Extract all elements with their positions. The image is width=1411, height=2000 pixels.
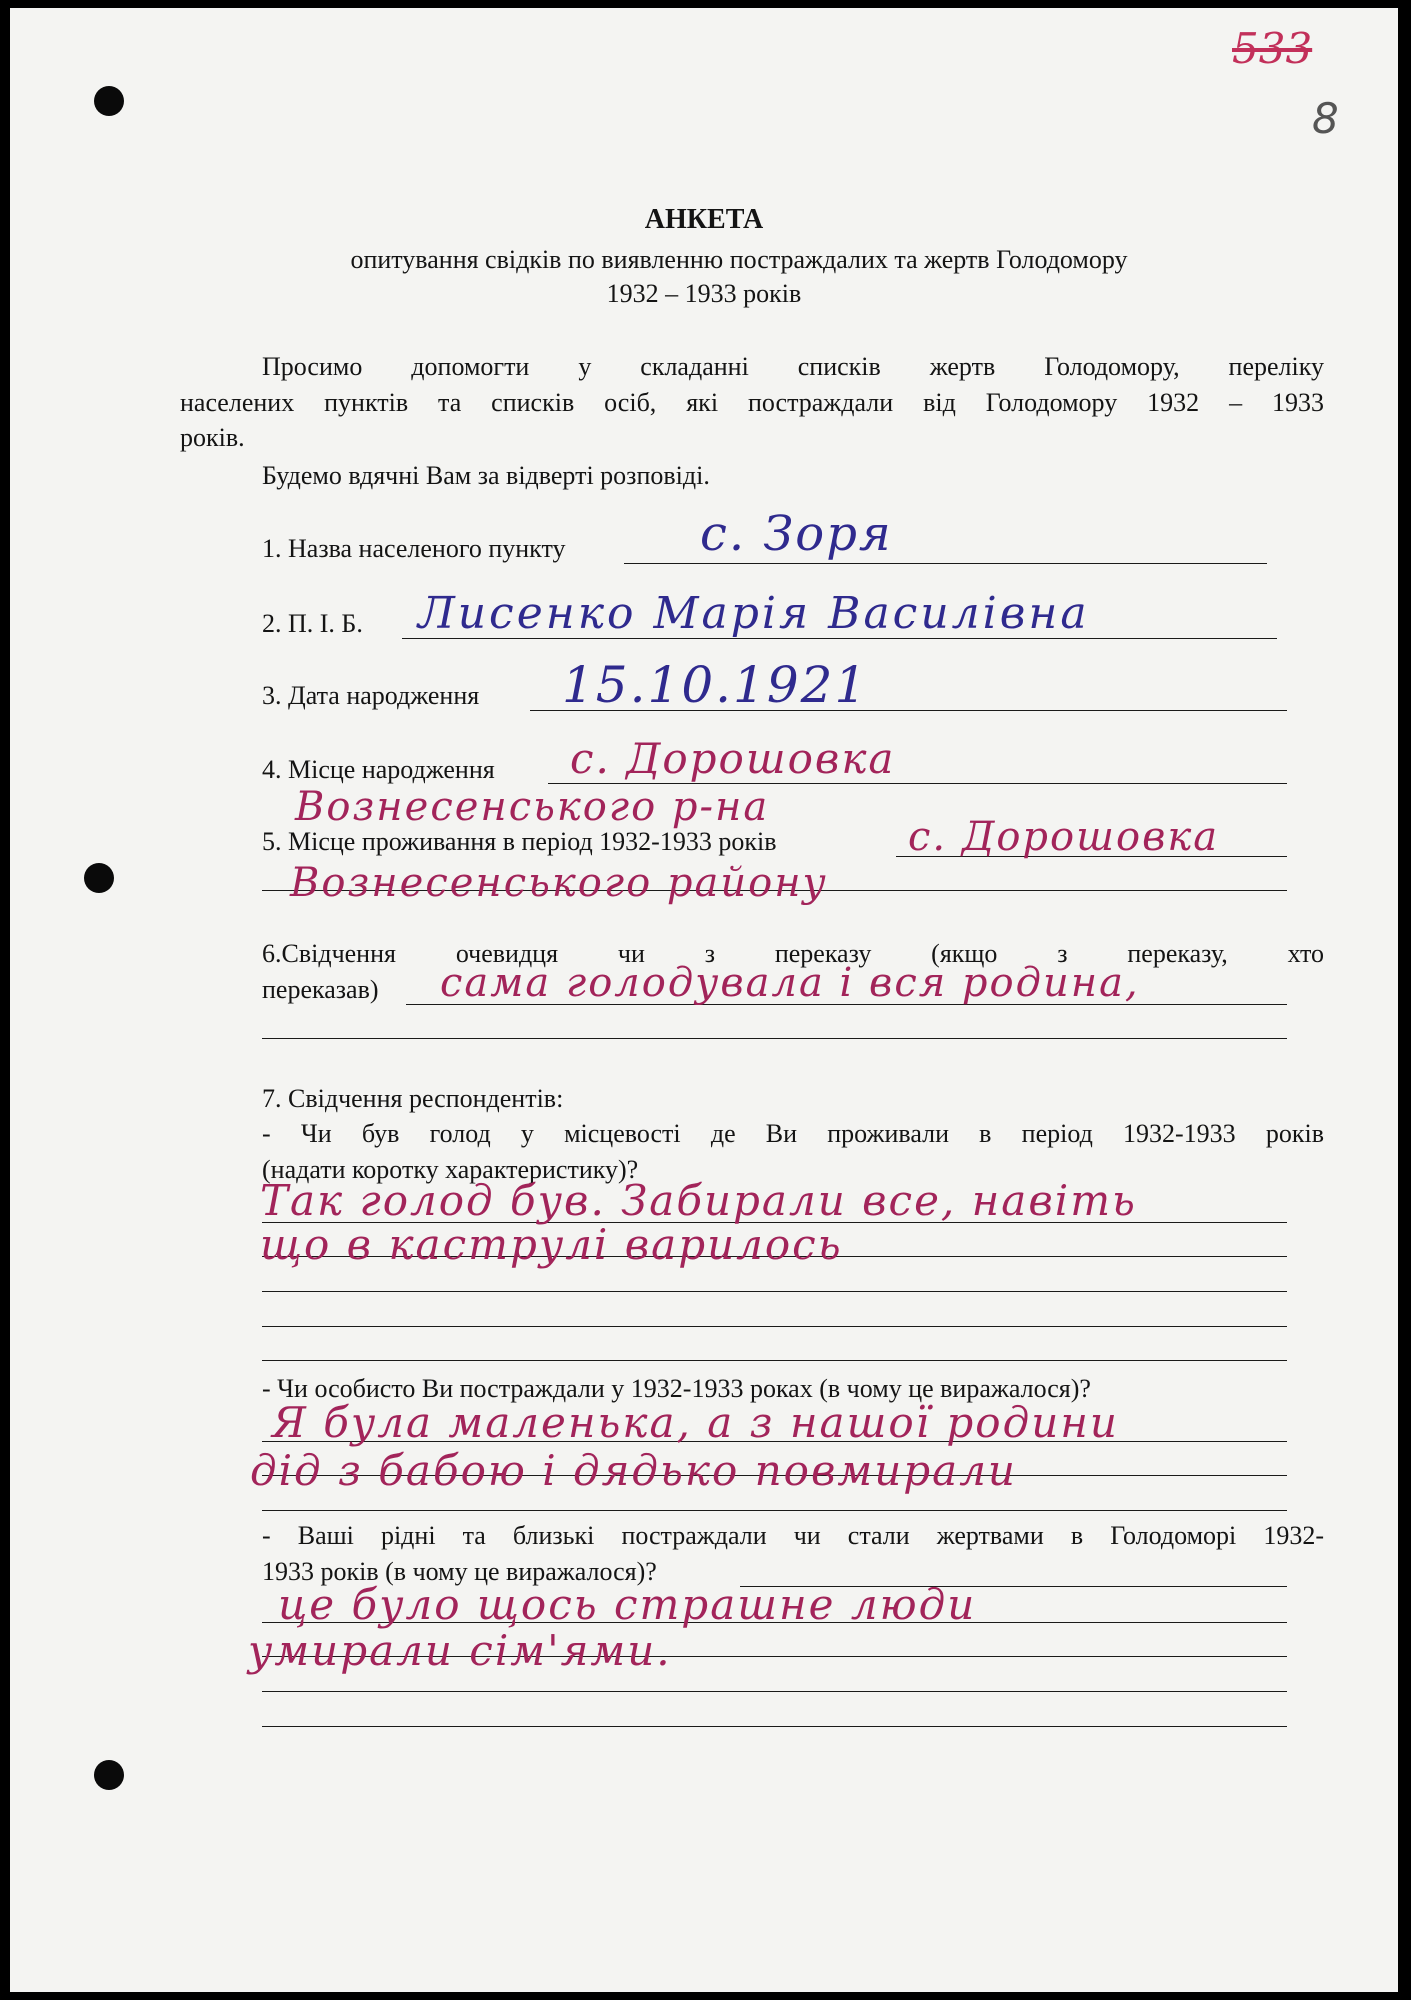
a1-value-1: Так голод був. Забирали все, навіть: [260, 1176, 1137, 1225]
intro-line-2: населених пунктів та списків осіб, які постраждали від Голодомору 1932 – 1933: [180, 388, 1324, 417]
a1-line-5: [262, 1360, 1287, 1361]
a2-value-2: дід з бабою і дядько повмирали: [250, 1446, 1017, 1495]
a3-value-2: умирали сім'ями.: [248, 1626, 672, 1675]
field-name-value: Лисенко Марія Василівна: [418, 588, 1090, 639]
a1-line-4: [262, 1326, 1287, 1327]
q1-line-2: (надати коротку характеристику)?: [262, 1155, 639, 1184]
punch-hole-top: [94, 86, 124, 116]
punch-hole-middle: [84, 863, 114, 893]
field-testimony-line-2: [262, 1038, 1287, 1039]
field-settlement-value: с. Зоря: [700, 506, 893, 562]
a1-line-3: [262, 1291, 1287, 1292]
field-birth-date-label: 3. Дата народження: [262, 681, 480, 710]
form-years: 1932 – 1933 років: [606, 279, 802, 308]
intro-line-1: Просимо допомогти у складанні списків жертв Голодомору, переліку: [262, 352, 1324, 381]
field-birth-place-label: 4. Місце народження: [262, 755, 495, 784]
q1-line-1: - Чи був голод у місцевості де Ви проживали в період 1932-1933 років: [262, 1119, 1324, 1148]
q3-line-1: - Ваші рідні та близькі постраждали чи стали жертвами в Голодоморі 1932-: [262, 1521, 1324, 1550]
intro-thanks: Будемо вдячні Вам за відверті розповіді.: [262, 461, 710, 490]
field-residence-value-1: с. Дорошовка: [908, 814, 1220, 860]
a2-value-1: Я була маленька, а з нашої родини: [272, 1398, 1119, 1447]
field-testimony-label-2: переказав): [262, 975, 379, 1004]
field-name-label: 2. П. І. Б.: [262, 609, 363, 638]
field-testimony-value: сама голодувала і вся родина,: [440, 960, 1140, 1006]
field-settlement-label: 1. Назва населеного пункту: [262, 534, 566, 563]
a2-line-3: [262, 1510, 1287, 1511]
intro-line-3: років.: [180, 423, 245, 452]
field-settlement-line: [624, 563, 1267, 564]
section7-heading: 7. Свідчення респондентів:: [262, 1084, 564, 1113]
field-testimony-label-1: 6.Свідчення очевидця чи з переказу (якщо з переказу, хто: [262, 939, 1324, 968]
field-birth-place-value-1: с. Дорошовка: [570, 734, 896, 783]
field-birth-date-value: 15.10.1921: [562, 656, 869, 714]
archive-number: 8: [1312, 94, 1341, 143]
field-residence-value-2: Вознесенського району: [290, 860, 828, 906]
form-title: АНКЕТА: [644, 204, 764, 235]
q2-text: - Чи особисто Ви постраждали у 1932-1933 роках (в чому це виражалося)?: [262, 1374, 1091, 1403]
archive-number-struck: 533: [1232, 24, 1313, 73]
document-page: [10, 8, 1398, 1992]
form-subtitle: опитування свідків по виявленню постраждалих та жертв Голодомору: [350, 245, 1128, 274]
q3-line-2: 1933 років (в чому це виражалося)?: [262, 1557, 657, 1586]
a3-value-1: це було щось страшне люди: [278, 1580, 977, 1629]
field-residence-label: 5. Місце проживання в період 1932-1933 років: [262, 827, 777, 856]
punch-hole-bottom: [94, 1760, 124, 1790]
a3-line-4: [262, 1691, 1287, 1692]
a1-value-2: що в каструлі варилось: [260, 1220, 843, 1269]
field-birth-place-value-2: Вознесенського р-на: [295, 784, 770, 830]
a3-line-5: [262, 1726, 1287, 1727]
